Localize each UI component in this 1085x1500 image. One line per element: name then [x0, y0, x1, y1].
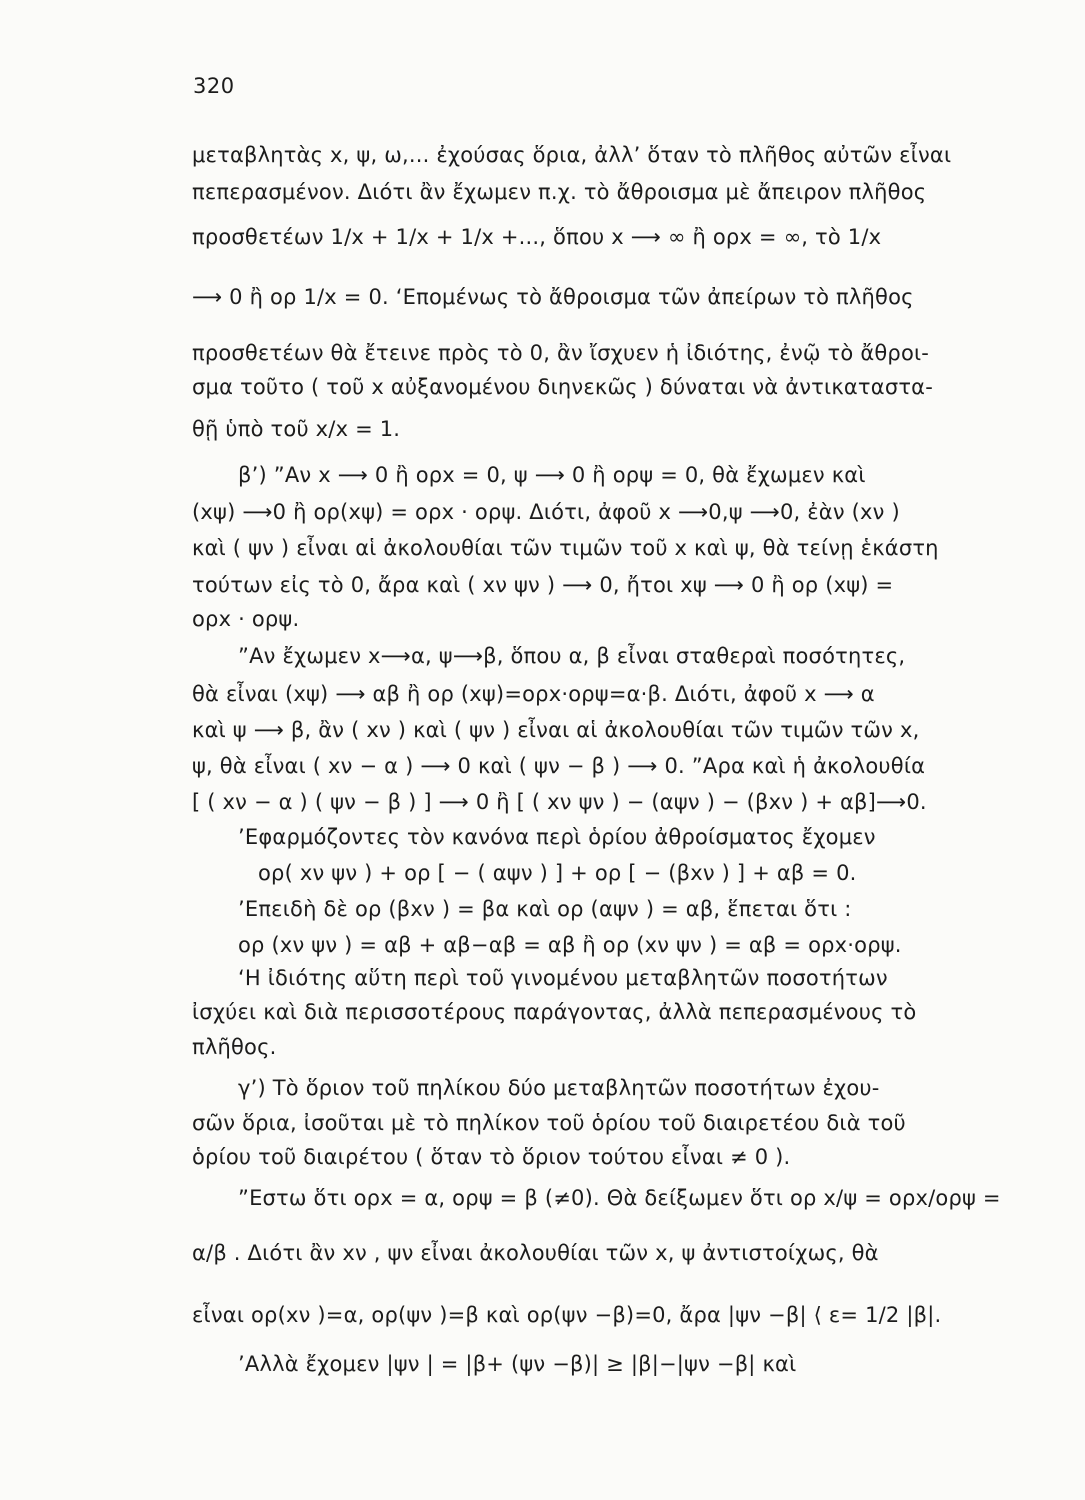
text-line: ’Αλλὰ ἔχομεν |ψν | = |β+ (ψν −β)| ≥ |β|−|ψν −β| καὶ	[238, 1352, 797, 1376]
text-line: πεπερασμένον. Διότι ἂν ἔχωμεν π.χ. τὸ ἄθροισμα μὲ ἄπειρον πλῆθος	[192, 180, 927, 204]
text-line: ψ, θὰ εἶναι ( xν − α ) ⟶ 0 καὶ ( ψν − β ) ⟶ 0. ”Αρα καὶ ἡ ἀκολουθία	[192, 754, 926, 778]
text-line: α/β . Διότι ἂν xν , ψν εἶναι ἀκολουθίαι τῶν x, ψ ἀντιστοίχως, θὰ	[192, 1241, 879, 1265]
text-line: προσθετέων 1/x + 1/x + 1/x +..., ὅπου x ⟶ ∞ ἢ ορx = ∞, τὸ 1/x	[192, 225, 882, 249]
text-line: ορx · ορψ.	[192, 607, 300, 631]
text-line: ”Εστω ὅτι ορx = α, ορψ = β (≠0). Θὰ δείξωμεν ὅτι ορ x/ψ = ορx/ορψ =	[238, 1186, 1001, 1210]
text-line: β’) ”Αν x ⟶ 0 ἢ ορx = 0, ψ ⟶ 0 ἢ ορψ = 0, θὰ ἔχωμεν καὶ	[238, 463, 866, 487]
text-line: εἶναι ορ(xν )=α, ορ(ψν )=β καὶ ορ(ψν −β)=0, ἄρα |ψν −β| ⟨ ε= 1/2 |β|.	[192, 1303, 942, 1327]
text-line: [ ( xν − α ) ( ψν − β ) ] ⟶ 0 ἢ [ ( xν ψν ) − (αψν ) − (βxν ) + αβ]⟶0.	[192, 790, 927, 814]
text-line: ”Αν ἔχωμεν x⟶α, ψ⟶β, ὅπου α, β εἶναι σταθεραὶ ποσότητες,	[238, 644, 906, 668]
text-line: καὶ ψ ⟶ β, ἂν ( xν ) καὶ ( ψν ) εἶναι αἱ ἀκολουθίαι τῶν τιμῶν τῶν x,	[192, 718, 920, 742]
text-line: προσθετέων θὰ ἔτεινε πρὸς τὸ 0, ἂν ἴσχυεν ἡ ἰδιότης, ἐνῷ τὸ ἄθροι-	[192, 341, 930, 365]
text-line: θῇ ὑπὸ τοῦ x/x = 1.	[192, 417, 401, 441]
text-line: σμα τοῦτο ( τοῦ x αὐξανομένου διηνεκῶς ) δύναται νὰ ἀντικαταστα-	[192, 375, 933, 399]
text-line: τούτων εἰς τὸ 0, ἄρα καὶ ( xν ψν ) ⟶ 0, ἤτοι xψ ⟶ 0 ἢ ορ (xψ) =	[192, 573, 894, 597]
page-number: 320	[193, 74, 235, 98]
text-line: πλῆθος.	[192, 1035, 277, 1059]
text-line: μεταβλητὰς x, ψ, ω,... ἐχούσας ὅρια, ἀλλ’ ὅταν τὸ πλῆθος αὐτῶν εἶναι	[192, 143, 952, 167]
text-line: ορ (xν ψν ) = αβ + αβ−αβ = αβ ἢ ορ (xν ψν ) = αβ = ορx·ορψ.	[238, 933, 902, 957]
text-line: (xψ) ⟶0 ἢ ορ(xψ) = ορx · ορψ. Διότι, ἀφοῦ x ⟶0,ψ ⟶0, ἐὰν (xν )	[192, 500, 900, 524]
text-line: ‘Η ἰδιότης αὕτη περὶ τοῦ γινομένου μεταβλητῶν ποσοτήτων	[238, 966, 888, 990]
text-line: ορ( xν ψν ) + ορ [ − ( αψν ) ] + ορ [ − (βxν ) ] + αβ = 0.	[258, 861, 857, 885]
text-line: θὰ εἶναι (xψ) ⟶ αβ ἢ ορ (xψ)=ορx·ορψ=α·β. Διότι, ἀφοῦ x ⟶ α	[192, 682, 875, 706]
text-line: ’Εφαρμόζοντες τὸν κανόνα περὶ ὁρίου ἀθροίσματος ἔχομεν	[238, 825, 876, 849]
text-line: ’Επειδὴ δὲ ορ (βxν ) = βα καὶ ορ (αψν ) = αβ, ἕπεται ὅτι :	[238, 897, 852, 921]
text-line: γ’) Τὸ ὅριον τοῦ πηλίκου δύο μεταβλητῶν ποσοτήτων ἐχου-	[238, 1076, 880, 1100]
text-line: σῶν ὅρια, ἰσοῦται μὲ τὸ πηλίκον τοῦ ὁρίου τοῦ διαιρετέου διὰ τοῦ	[192, 1111, 906, 1135]
text-line: ἰσχύει καὶ διὰ περισσοτέρους παράγοντας, ἀλλὰ πεπερασμένους τὸ	[192, 1000, 917, 1024]
text-line: ὁρίου τοῦ διαιρέτου ( ὅταν τὸ ὅριον τούτου εἶναι ≠ 0 ).	[192, 1145, 791, 1169]
text-line: καὶ ( ψν ) εἶναι αἱ ἀκολουθίαι τῶν τιμῶν τοῦ x καὶ ψ, θὰ τείνῃ ἑκάστη	[192, 536, 939, 560]
text-line: ⟶ 0 ἢ ορ 1/x = 0. ‘Επομένως τὸ ἄθροισμα τῶν ἀπείρων τὸ πλῆθος	[192, 285, 914, 309]
